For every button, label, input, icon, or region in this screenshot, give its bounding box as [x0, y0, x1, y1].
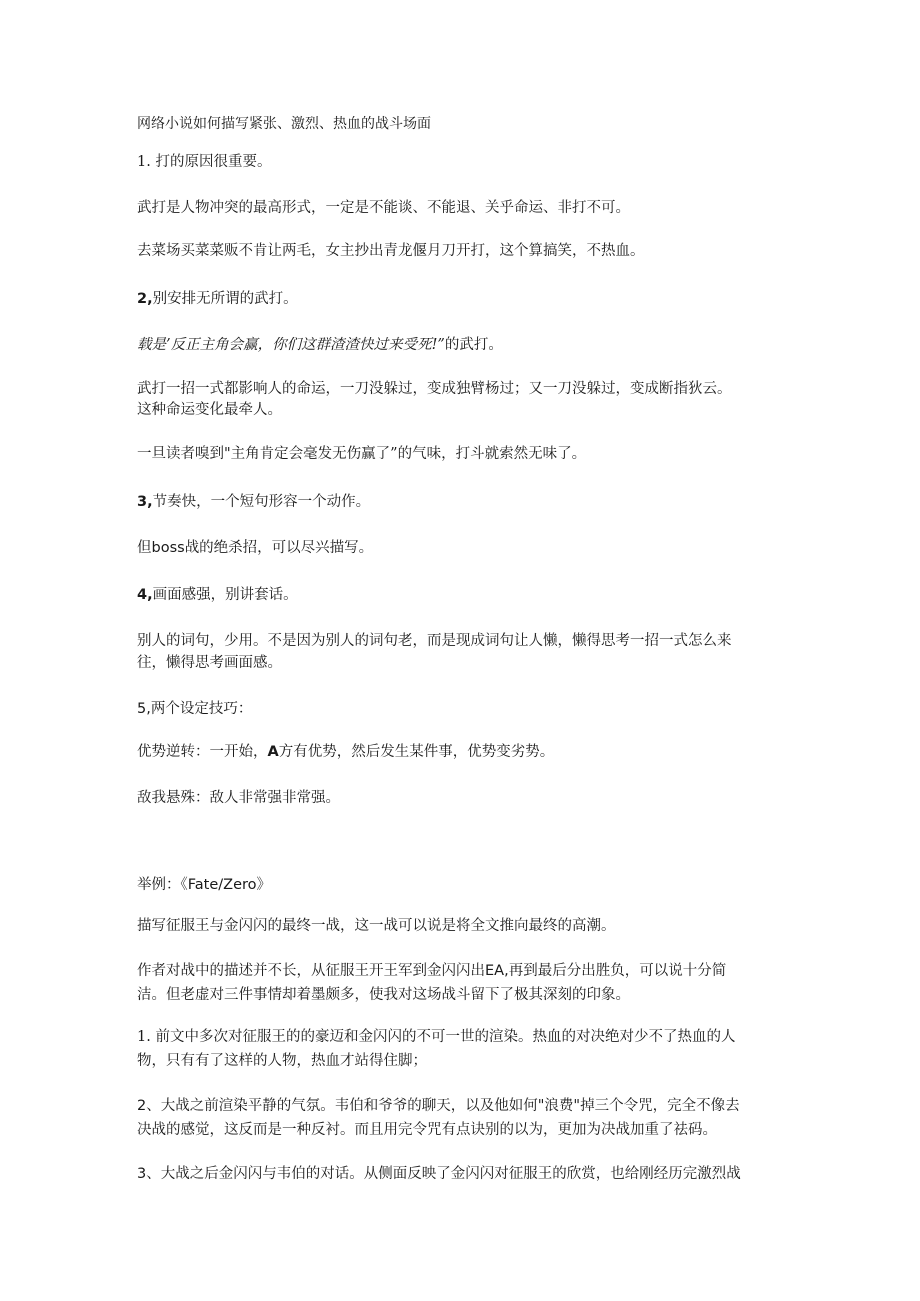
example-close-bracket: 》	[256, 877, 272, 893]
section-3-heading	[137, 491, 370, 513]
section-4-number: 4,	[137, 587, 153, 603]
example-item-2-line-2: 决战的感觉，这反而是一种反衬。而且用完令咒有点诀别的以为，更加为决战加重了祛码。	[137, 1122, 717, 1138]
section-4-paragraph-1-line-2: 往，懒得思考画面感。	[137, 655, 282, 671]
example-paragraph-2-line-1	[137, 960, 726, 982]
section-1-heading: 1. 打的原因很重要。	[137, 154, 272, 170]
section-1-paragraph-1: 武打是人物冲突的最高形式，一定是不能谈、不能退、关乎命运、非打不可。	[137, 200, 630, 216]
example-label: 举例：《	[137, 877, 188, 893]
example-item-2-text: 、大战之前渲染平静的气氛。韦伯和爷爷的聊天，以及他如何"浪费"掉三个令咒，完全不像去	[146, 1098, 740, 1114]
example-heading	[137, 874, 271, 896]
section-2-heading-text: 别安排无所谓的武打。	[152, 291, 298, 307]
section-2-italic-quote: 载是’反正主角会赢，你们这群渣渣快过来受死!”	[137, 337, 445, 353]
section-5-letter-a: A	[267, 744, 279, 760]
section-2-paragraph-1-rest: 的武打。	[444, 337, 503, 353]
example-paragraph-2-a: 作者对战中的描述并不长，从征服王开王军到金闪闪出	[137, 963, 485, 979]
section-3-number: 3,	[137, 494, 153, 510]
section-5-paragraph-1-a: 优势逆转：一开始，	[137, 744, 268, 760]
example-item-2-number: 2	[137, 1098, 147, 1114]
section-5-paragraph-1-c: 方有优势，然后发生某件事，优势变劣势。	[278, 744, 555, 760]
section-5-heading	[137, 698, 252, 720]
section-2-heading	[137, 288, 298, 310]
example-item-1-line-1: 1. 前文中多次对征服王的的豪迈和金闪闪的不可一世的渲染。热血的对决绝对少不了热血的人	[137, 1029, 736, 1045]
section-4-paragraph-1-line-1: 别人的词句，少用。不是因为别人的词句老，而是现成词句让人懒，懒得思考一招一式怎么来	[137, 633, 732, 649]
section-3-paragraph-1-c: 战的绝杀招，可以尽兴描写。	[184, 540, 374, 556]
example-item-2-line-1	[137, 1095, 740, 1117]
section-5-heading-text: 两个设定技巧：	[150, 701, 253, 717]
document-title: 网络小说如何描写紧张、激烈、热血的战斗场面	[137, 116, 431, 132]
section-5-number: 5,	[137, 701, 151, 717]
section-2-paragraph-1	[137, 334, 503, 356]
example-paragraph-1: 描写征服王与金闪闪的最终一战，这一战可以说是将全文推向最终的高潮。	[137, 918, 616, 934]
example-ea-word: EA,	[485, 963, 509, 979]
example-item-3-line-1	[137, 1163, 741, 1185]
section-5-paragraph-2: 敌我悬殊：敌人非常强非常强。	[137, 790, 340, 806]
section-3-paragraph-1	[137, 537, 373, 559]
section-3-boss-word: boss	[151, 540, 185, 556]
section-2-number: 2,	[137, 291, 153, 307]
section-2-paragraph-2-line-2: 这种命运变化最牵人。	[137, 402, 282, 418]
section-1-paragraph-2: 去菜场买菜菜贩不肯让两毛，女主抄出青龙偃月刀开打，这个算搞笑，不热血。	[137, 243, 645, 259]
section-5-paragraph-1	[137, 741, 554, 763]
section-3-paragraph-1-a: 但	[137, 540, 152, 556]
example-item-1-line-2: 物，只有有了这样的人物，热血才站得住脚；	[137, 1053, 427, 1069]
section-3-heading-text: 节奏快，一个短句形容一个动作。	[152, 494, 371, 510]
section-2-paragraph-3: 一旦读者嗅到"主角肯定会毫发无伤赢了”的气味，打斗就索然无味了。	[137, 446, 587, 462]
example-title: Fate/Zero	[187, 877, 257, 893]
section-2-paragraph-2-line-1: 武打一招一式都影响人的命运，一刀没躲过，变成独臂杨过；又一刀没躲过，变成断指狄云。	[137, 381, 732, 397]
section-4-heading	[137, 584, 298, 606]
example-paragraph-2-c: 再到最后分出胜负，可以说十分简	[508, 963, 727, 979]
example-item-3-text: 、大战之后金闪闪与韦伯的对话。从侧面反映了金闪闪对征服王的欣赏，也给刚经历完激烈战	[146, 1166, 741, 1182]
example-item-3-number: 3	[137, 1166, 147, 1182]
section-4-heading-text: 画面感强，别讲套话。	[152, 587, 298, 603]
example-paragraph-2-line-2: 洁。但老虚对三件事情却着墨颇多，使我对这场战斗留下了极其深刻的印象。	[137, 987, 630, 1003]
